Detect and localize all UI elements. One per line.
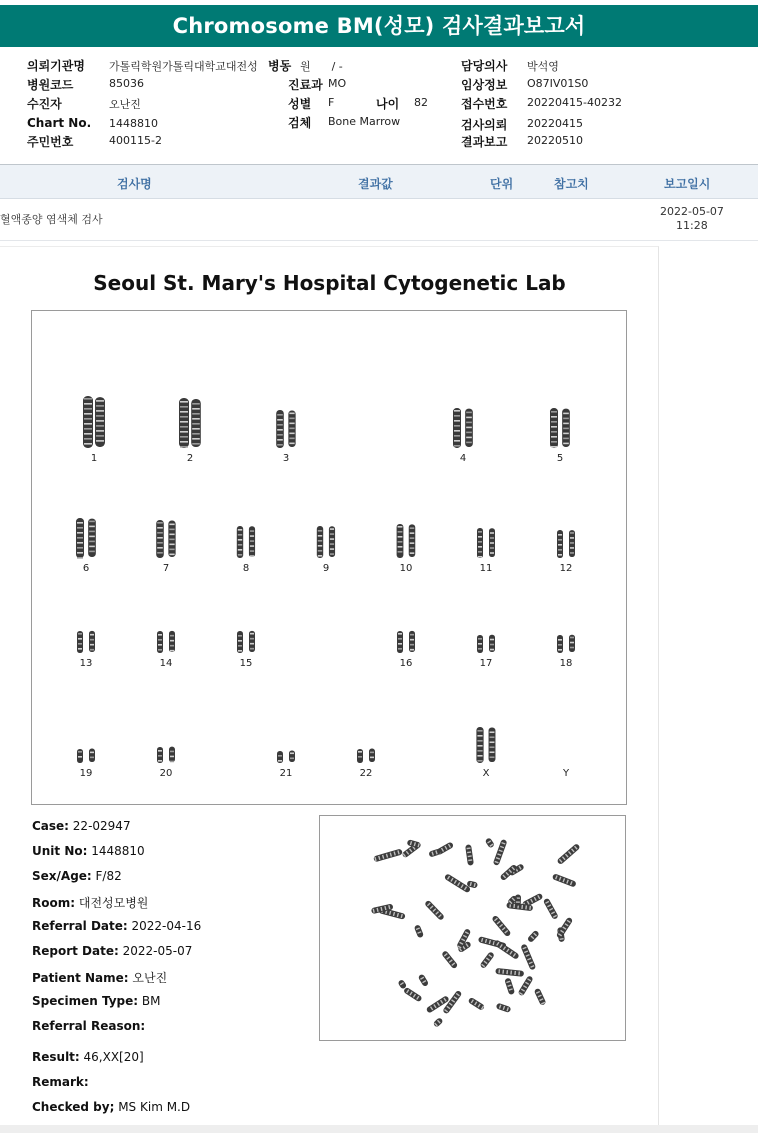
- metaphase-chromosome: [556, 843, 580, 865]
- chromosome-label: 15: [239, 658, 253, 669]
- clinical-value: O87IV01S0: [527, 77, 589, 90]
- case-field-label: Remark:: [32, 1075, 89, 1089]
- metaphase-chromosome: [444, 873, 471, 893]
- case-field-label: Referral Date:: [32, 919, 128, 933]
- karyogram-figure: [32, 311, 626, 804]
- id-value: 400115-2: [109, 134, 162, 147]
- chromosome-pair: [157, 747, 175, 779]
- metaphase-chromosome: [485, 837, 495, 848]
- case-field: [32, 819, 131, 833]
- request-label: 검사의뢰: [461, 118, 508, 132]
- case-field-label: Checked by;: [32, 1100, 115, 1114]
- case-field: [32, 1050, 144, 1064]
- chromosome-label: 10: [399, 563, 413, 574]
- row-date: 2022-05-07: [660, 205, 724, 218]
- id-label: 주민번호: [27, 135, 74, 149]
- chromosome-pair: [237, 631, 255, 669]
- chromosome-label: 4: [459, 453, 467, 464]
- ward-label: 병동: [268, 59, 292, 73]
- metaphase-figure: [320, 816, 625, 1040]
- hospital-code-label: 병원코드: [27, 78, 74, 92]
- institution-label: 의뢰기관명: [27, 59, 85, 73]
- chromosome-pair: [357, 749, 375, 779]
- chromosome-pair: [277, 750, 295, 779]
- chart-value: 1448810: [109, 117, 158, 130]
- clinical-label: 임상정보: [461, 78, 508, 92]
- chromosome-label: 17: [479, 658, 493, 669]
- case-field-value: 1448810: [87, 844, 145, 858]
- chromosome-label: 7: [162, 563, 170, 574]
- age-label: 나이: [376, 97, 400, 111]
- chromosome-label: Y: [562, 768, 570, 779]
- institution-value: 가톨릭학원가톨릭대학교대전성: [109, 60, 258, 73]
- case-field-label: Result:: [32, 1050, 80, 1064]
- chromosome-label: 11: [479, 563, 493, 574]
- case-field-value: 대전성모병원: [75, 896, 149, 910]
- metaphase-image: [319, 815, 626, 1041]
- dept-label: 진료과: [288, 78, 323, 92]
- chromosome-pair: [477, 635, 495, 669]
- case-field: [32, 869, 122, 883]
- metaphase-chromosome: [373, 848, 403, 862]
- chromosome-pair: [557, 635, 575, 669]
- case-field-label: Referral Reason:: [32, 1019, 146, 1033]
- chromosome-pair: [77, 631, 95, 669]
- col-result: 결과값: [358, 177, 393, 191]
- col-report-time: 보고일시: [664, 177, 711, 191]
- metaphase-chromosome: [534, 988, 547, 1006]
- case-field-value: 22-02947: [68, 819, 131, 833]
- chromosome-pair: [317, 526, 335, 574]
- metaphase-chromosome: [403, 987, 423, 1003]
- case-field-value: F/82: [91, 869, 122, 883]
- metaphase-chromosome: [465, 844, 474, 865]
- report-value: 20220510: [527, 134, 583, 147]
- case-field-label: Case:: [32, 819, 69, 833]
- chromosome-label: 14: [159, 658, 173, 669]
- case-field-value: 2022-04-16: [127, 919, 202, 933]
- chromosome-label: 20: [159, 768, 173, 779]
- chromosome-label: 16: [399, 658, 413, 669]
- metaphase-chromosome: [496, 1003, 512, 1013]
- case-field: [32, 1100, 190, 1114]
- case-field: [32, 1019, 145, 1033]
- metaphase-chromosome: [495, 968, 524, 977]
- chromosome-pair: [157, 631, 175, 669]
- ward-value: 원 / -: [300, 60, 343, 73]
- chromosome-label: 8: [242, 563, 250, 574]
- results-table-header: [0, 165, 758, 199]
- metaphase-chromosome: [418, 973, 429, 987]
- case-field: [32, 944, 192, 958]
- chromosome-label: 2: [186, 453, 194, 464]
- specimen-label: 검체: [288, 116, 312, 130]
- metaphase-chromosome: [518, 975, 534, 996]
- chromosome-label: 18: [559, 658, 573, 669]
- chromosome-pair: [179, 398, 201, 464]
- metaphase-chromosome: [441, 950, 458, 969]
- patient-value: 오난진: [109, 98, 141, 111]
- chromosome-pair: [476, 727, 495, 779]
- chromosome-label: 19: [79, 768, 93, 779]
- chromosome-pair: [276, 410, 295, 464]
- case-field: [32, 894, 148, 911]
- chromosome-label: 3: [282, 453, 290, 464]
- metaphase-chromosome: [504, 977, 515, 995]
- metaphase-chromosome: [527, 930, 540, 943]
- sex-value: F: [328, 96, 335, 109]
- receipt-value: 20220415-40232: [527, 96, 622, 109]
- case-field-label: Room:: [32, 896, 76, 910]
- chromosome-label: 6: [82, 563, 90, 574]
- case-field-value: 46,XX[20]: [79, 1050, 144, 1064]
- case-field: [32, 994, 160, 1008]
- hospital-code-value: 85036: [109, 77, 144, 90]
- metaphase-chromosome: [433, 1017, 444, 1028]
- doctor-value: 박석영: [527, 60, 559, 73]
- patient-label: 수진자: [27, 97, 62, 111]
- age-value: 82: [414, 96, 428, 109]
- metaphase-chromosome: [397, 979, 407, 990]
- case-field-label: Specimen Type:: [32, 994, 139, 1008]
- chromosome-pair: [397, 524, 416, 574]
- metaphase-chromosome: [493, 939, 520, 960]
- request-value: 20220415: [527, 117, 583, 130]
- metaphase-chromosome: [520, 943, 536, 970]
- chromosome-pair: [453, 408, 473, 464]
- col-test-name: 검사명: [117, 177, 152, 191]
- chromosome-pair: [237, 526, 255, 574]
- receipt-label: 접수번호: [461, 97, 508, 111]
- metaphase-chromosome: [552, 873, 577, 887]
- metaphase-chromosome: [543, 898, 559, 920]
- col-reference: 참고치: [554, 177, 589, 191]
- case-field-value: MS Kim M.D: [114, 1100, 191, 1114]
- case-field: [32, 844, 145, 858]
- chromosome-label: 9: [322, 563, 330, 574]
- chromosome-pair: [550, 408, 570, 464]
- chromosome-label: 21: [279, 768, 293, 779]
- case-field-label: Unit No:: [32, 844, 88, 858]
- sex-label: 성별: [288, 97, 312, 111]
- chromosome-pair: [77, 749, 95, 779]
- chromosome-pair: [83, 396, 105, 464]
- case-field-label: Report Date:: [32, 944, 119, 958]
- chromosome-label: 1: [90, 453, 98, 464]
- col-unit: 단위: [490, 177, 514, 191]
- case-field-value: BM: [138, 994, 161, 1008]
- chromosome-label: 13: [79, 658, 93, 669]
- case-field: [32, 919, 201, 933]
- metaphase-chromosome: [414, 924, 424, 938]
- lab-title: Seoul St. Mary's Hospital Cytogenetic Lab: [93, 271, 566, 295]
- chromosome-pair: [76, 518, 96, 574]
- metaphase-chromosome: [468, 997, 486, 1011]
- karyogram: [31, 310, 627, 805]
- chromosome-label: 22: [359, 768, 373, 779]
- chromosome-pair: [156, 520, 175, 574]
- metaphase-chromosome: [493, 839, 508, 866]
- chromosome-label: X: [482, 768, 490, 779]
- metaphase-chromosome: [491, 915, 511, 938]
- specimen-value: Bone Marrow: [328, 115, 401, 128]
- karyotype-report: [0, 246, 659, 1125]
- case-field-value: 2022-05-07: [118, 944, 193, 958]
- chromosome-pair: [397, 631, 415, 669]
- row-time: 11:28: [676, 219, 708, 232]
- case-field-label: Patient Name:: [32, 971, 129, 985]
- chromosome-label: 12: [559, 563, 573, 574]
- chromosome-pair: [477, 528, 495, 574]
- doctor-label: 담당의사: [461, 59, 508, 73]
- page-title: Chromosome BM(성모) 검사결과보고서: [0, 5, 758, 47]
- case-field-label: Sex/Age:: [32, 869, 92, 883]
- metaphase-chromosome: [556, 917, 574, 939]
- table-row[interactable]: [0, 199, 758, 241]
- report-label: 결과보고: [461, 135, 508, 149]
- chromosome-pair: [557, 530, 575, 574]
- chromosome-label: 5: [556, 453, 564, 464]
- chart-label: Chart No.: [27, 116, 92, 130]
- footer-strip: [0, 1125, 758, 1133]
- metaphase-chromosome: [479, 951, 495, 969]
- row-test-name: 혈액종양 염색체 검사: [0, 213, 103, 226]
- case-field: [32, 969, 167, 986]
- case-field-value: 오난진: [128, 971, 168, 985]
- metaphase-chromosome: [424, 900, 445, 921]
- chromosome-pair: [562, 768, 570, 779]
- dept-value: MO: [328, 77, 347, 90]
- case-field: [32, 1075, 89, 1089]
